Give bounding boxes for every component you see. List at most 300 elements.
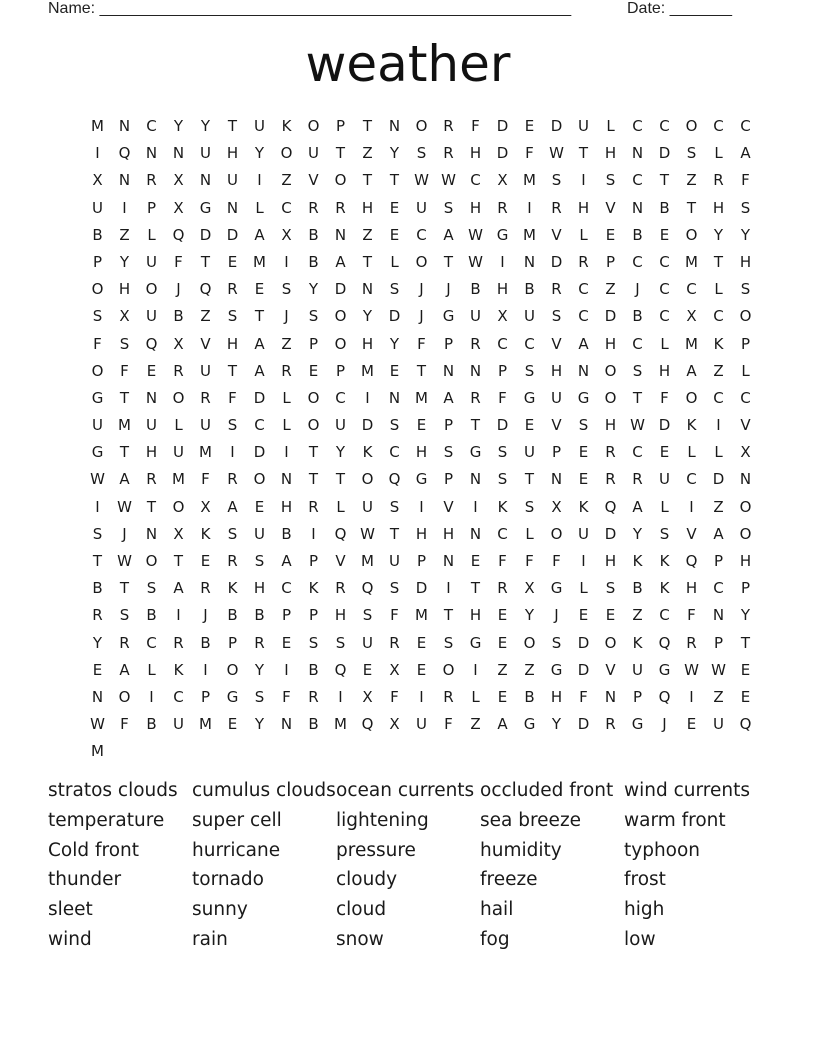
grid-letter: Y bbox=[389, 334, 400, 353]
grid-letter: Z bbox=[524, 660, 535, 679]
grid-letter: X bbox=[686, 307, 697, 326]
word-list-item: sunny bbox=[192, 899, 248, 921]
grid-letter: D bbox=[496, 416, 509, 435]
grid-letter: Y bbox=[362, 307, 373, 326]
grid-letter: S bbox=[443, 633, 454, 652]
grid-letter: F bbox=[525, 144, 534, 163]
grid-letter: U bbox=[551, 388, 562, 407]
grid-letter: S bbox=[443, 198, 454, 217]
grid-letter: A bbox=[254, 334, 265, 353]
grid-letter: K bbox=[713, 334, 724, 353]
grid-letter: H bbox=[361, 198, 374, 217]
grid-letter: Q bbox=[199, 280, 212, 299]
grid-letter: N bbox=[199, 171, 212, 190]
grid-letter: V bbox=[200, 334, 211, 353]
grid-letter: K bbox=[632, 633, 643, 652]
grid-letter: W bbox=[360, 524, 375, 543]
grid-letter: P bbox=[443, 416, 454, 435]
grid-letter: T bbox=[740, 633, 751, 652]
grid-letter: Y bbox=[632, 524, 643, 543]
grid-letter: I bbox=[419, 497, 424, 516]
grid-letter: T bbox=[173, 552, 184, 570]
grid-letter: H bbox=[253, 579, 266, 598]
grid-letter: X bbox=[173, 171, 184, 190]
grid-letter: R bbox=[497, 579, 508, 598]
grid-letter: M bbox=[415, 606, 428, 625]
grid-letter: S bbox=[416, 144, 427, 163]
grid-letter: G bbox=[496, 225, 509, 244]
grid-letter: C bbox=[497, 524, 508, 543]
grid-letter: R bbox=[308, 198, 319, 217]
grid-letter: N bbox=[226, 198, 239, 217]
grid-letter: O bbox=[685, 388, 698, 407]
grid-letter: C bbox=[470, 171, 481, 190]
grid-letter: P bbox=[443, 470, 454, 489]
grid-letter: N bbox=[361, 280, 374, 299]
grid-letter: T bbox=[659, 171, 670, 190]
grid-letter: C bbox=[659, 117, 670, 135]
grid-letter: Y bbox=[254, 660, 265, 679]
grid-letter: S bbox=[740, 280, 751, 299]
grid-letter: U bbox=[659, 470, 670, 489]
grid-letter: I bbox=[500, 252, 505, 271]
grid-letter: Y bbox=[92, 633, 103, 652]
grid-letter: F bbox=[174, 252, 183, 271]
grid-letter: T bbox=[443, 252, 454, 271]
grid-letter: L bbox=[660, 497, 669, 516]
grid-letter: Z bbox=[605, 280, 616, 299]
grid-letter: G bbox=[199, 198, 212, 217]
grid-letter: H bbox=[226, 144, 239, 163]
grid-letter: E bbox=[362, 660, 373, 679]
grid-letter: V bbox=[740, 416, 751, 435]
grid-letter: C bbox=[632, 443, 643, 462]
grid-letter: O bbox=[442, 660, 455, 679]
grid-letter: G bbox=[442, 307, 455, 326]
word-list-item: pressure bbox=[336, 839, 416, 861]
grid-letter: L bbox=[282, 416, 291, 435]
grid-letter: R bbox=[686, 633, 697, 652]
grid-letter: T bbox=[389, 524, 400, 543]
grid-letter: T bbox=[335, 470, 346, 489]
grid-letter: N bbox=[91, 687, 104, 706]
grid-letter: A bbox=[713, 524, 724, 543]
grid-letter: U bbox=[578, 524, 589, 543]
grid-letter: P bbox=[308, 606, 319, 625]
grid-letter: D bbox=[334, 280, 347, 299]
grid-letter: C bbox=[578, 307, 589, 326]
grid-letter: N bbox=[604, 687, 617, 706]
grid-letter: W bbox=[549, 144, 564, 163]
grid-letter: R bbox=[389, 633, 400, 652]
word-list-item: temperature bbox=[48, 809, 165, 831]
grid-letter: D bbox=[604, 524, 617, 543]
grid-letter: E bbox=[227, 715, 238, 734]
grid-letter: V bbox=[551, 416, 562, 435]
grid-letter: S bbox=[362, 606, 373, 625]
grid-letter: F bbox=[552, 552, 561, 570]
grid-letter: R bbox=[632, 470, 643, 489]
grid-letter: R bbox=[713, 171, 724, 190]
grid-letter: N bbox=[739, 470, 752, 489]
grid-letter: E bbox=[254, 280, 265, 299]
grid-letter: J bbox=[662, 715, 667, 734]
grid-letter: T bbox=[713, 252, 724, 271]
grid-letter: Q bbox=[604, 497, 617, 516]
grid-letter: N bbox=[145, 144, 158, 163]
grid-letter: E bbox=[524, 117, 535, 135]
grid-letter: T bbox=[362, 252, 373, 271]
grid-letter: I bbox=[176, 606, 181, 625]
grid-letter: U bbox=[335, 416, 346, 435]
grid-letter: M bbox=[334, 715, 347, 734]
grid-letter: C bbox=[146, 117, 157, 135]
grid-letter: H bbox=[415, 524, 428, 543]
grid-letter: K bbox=[686, 416, 697, 435]
grid-letter: O bbox=[739, 307, 752, 326]
word-list-item: hail bbox=[480, 899, 514, 921]
grid-letter: M bbox=[523, 225, 536, 244]
grid-letter: R bbox=[497, 198, 508, 217]
grid-letter: B bbox=[92, 579, 103, 598]
grid-letter: E bbox=[227, 252, 238, 271]
grid-letter: I bbox=[230, 443, 235, 462]
grid-letter: E bbox=[578, 606, 589, 625]
word-list-item: fog bbox=[480, 928, 510, 950]
grid-letter: V bbox=[605, 660, 616, 679]
grid-letter: S bbox=[92, 524, 103, 543]
grid-letter: A bbox=[227, 497, 238, 516]
grid-letter: D bbox=[226, 225, 239, 244]
grid-letter: H bbox=[550, 687, 563, 706]
grid-letter: F bbox=[471, 117, 480, 135]
grid-letter: S bbox=[389, 280, 400, 299]
grid-letter: Y bbox=[740, 606, 751, 625]
grid-letter: E bbox=[578, 443, 589, 462]
grid-letter: W bbox=[468, 252, 483, 271]
grid-letter: C bbox=[281, 579, 292, 598]
grid-letter: G bbox=[523, 388, 536, 407]
grid-letter: E bbox=[740, 687, 751, 706]
grid-letter: H bbox=[604, 334, 617, 353]
grid-letter: E bbox=[497, 687, 508, 706]
grid-letter: R bbox=[470, 334, 481, 353]
grid-letter: R bbox=[119, 633, 130, 652]
grid-letter: G bbox=[469, 443, 482, 462]
grid-letter: Z bbox=[362, 225, 373, 244]
grid-letter: S bbox=[227, 416, 238, 435]
grid-letter: S bbox=[551, 633, 562, 652]
grid-letter: V bbox=[686, 524, 697, 543]
grid-letter: S bbox=[335, 633, 346, 652]
grid-letter: U bbox=[146, 307, 157, 326]
grid-letter: S bbox=[227, 307, 238, 326]
grid-letter: B bbox=[146, 606, 157, 625]
grid-letter: K bbox=[578, 497, 589, 516]
grid-letter: D bbox=[550, 117, 563, 135]
word-list-item: Cold front bbox=[48, 839, 140, 861]
grid-letter: Q bbox=[334, 660, 347, 679]
grid-letter: V bbox=[335, 552, 346, 570]
word-list-item: cumulus clouds bbox=[192, 780, 336, 801]
grid-letter: Q bbox=[118, 144, 131, 163]
grid-letter: N bbox=[280, 715, 293, 734]
grid-letter: K bbox=[281, 117, 292, 135]
grid-letter: Z bbox=[686, 171, 697, 190]
grid-letter: X bbox=[281, 225, 292, 244]
grid-letter: M bbox=[172, 470, 185, 489]
grid-letter: P bbox=[146, 198, 157, 217]
grid-letter: O bbox=[334, 307, 347, 326]
grid-letter: B bbox=[308, 225, 319, 244]
grid-letter: F bbox=[201, 470, 210, 489]
grid-letter: J bbox=[122, 524, 127, 543]
grid-letter: T bbox=[227, 117, 238, 135]
grid-letter: F bbox=[660, 388, 669, 407]
grid-letter: T bbox=[119, 388, 130, 407]
grid-letter: I bbox=[284, 252, 289, 271]
grid-letter: H bbox=[145, 443, 158, 462]
grid-letter: B bbox=[524, 687, 535, 706]
grid-letter: J bbox=[203, 606, 208, 625]
grid-letter: I bbox=[581, 171, 586, 190]
grid-letter: O bbox=[307, 388, 320, 407]
grid-letter: N bbox=[469, 524, 482, 543]
grid-letter: X bbox=[389, 715, 400, 734]
grid-letter: Z bbox=[713, 361, 724, 380]
grid-letter: D bbox=[388, 307, 401, 326]
grid-letter: L bbox=[147, 660, 156, 679]
grid-letter: Y bbox=[254, 715, 265, 734]
grid-letter: G bbox=[91, 388, 104, 407]
grid-letter: U bbox=[632, 660, 643, 679]
grid-letter: O bbox=[307, 117, 320, 135]
grid-letter: E bbox=[308, 361, 319, 380]
grid-letter: N bbox=[712, 606, 725, 625]
grid-letter: A bbox=[254, 361, 265, 380]
grid-letter: K bbox=[173, 660, 184, 679]
grid-letter: B bbox=[632, 225, 643, 244]
grid-letter: O bbox=[91, 361, 104, 380]
grid-letter: L bbox=[255, 198, 264, 217]
grid-letter: A bbox=[281, 552, 292, 570]
grid-letter: S bbox=[605, 171, 616, 190]
grid-letter: R bbox=[173, 361, 184, 380]
grid-letter: H bbox=[604, 552, 617, 570]
grid-letter: U bbox=[524, 307, 535, 326]
grid-letter: B bbox=[254, 606, 265, 625]
grid-letter: Y bbox=[308, 280, 319, 299]
grid-letter: W bbox=[711, 660, 726, 679]
grid-letter: A bbox=[119, 660, 130, 679]
grid-letter: I bbox=[446, 579, 451, 598]
grid-letter: I bbox=[689, 497, 694, 516]
grid-letter: Y bbox=[551, 715, 562, 734]
grid-letter: U bbox=[416, 198, 427, 217]
grid-letter: U bbox=[92, 198, 103, 217]
grid-letter: O bbox=[604, 388, 617, 407]
grid-letter: Z bbox=[281, 334, 292, 353]
grid-letter: E bbox=[389, 361, 400, 380]
grid-letter: M bbox=[199, 443, 212, 462]
grid-letter: N bbox=[577, 361, 590, 380]
grid-letter: T bbox=[227, 361, 238, 380]
grid-letter: E bbox=[470, 552, 481, 570]
word-list-item: tornado bbox=[192, 869, 264, 891]
grid-letter: T bbox=[92, 552, 103, 570]
grid-letter: U bbox=[578, 117, 589, 135]
grid-letter: H bbox=[577, 198, 590, 217]
grid-letter: T bbox=[335, 144, 346, 163]
grid-letter: C bbox=[659, 252, 670, 271]
word-list-item: snow bbox=[336, 928, 384, 950]
grid-letter: C bbox=[335, 388, 346, 407]
grid-letter: H bbox=[739, 252, 752, 271]
grid-letter: T bbox=[524, 470, 535, 489]
grid-letter: M bbox=[415, 388, 428, 407]
grid-letter: I bbox=[473, 660, 478, 679]
grid-letter: X bbox=[92, 171, 103, 190]
grid-letter: Q bbox=[361, 715, 374, 734]
grid-letter: Y bbox=[524, 606, 535, 625]
name-label: Name: bbox=[48, 0, 96, 17]
grid-letter: A bbox=[632, 497, 643, 516]
grid-letter: R bbox=[551, 280, 562, 299]
grid-letter: E bbox=[524, 416, 535, 435]
grid-letter: Q bbox=[685, 552, 698, 570]
grid-letter: L bbox=[174, 416, 183, 435]
grid-letter: P bbox=[281, 606, 292, 625]
grid-letter: W bbox=[414, 171, 429, 190]
word-list-item: lightening bbox=[336, 809, 429, 831]
grid-letter: S bbox=[389, 579, 400, 598]
grid-letter: I bbox=[122, 198, 127, 217]
grid-letter: B bbox=[227, 606, 238, 625]
grid-letter: U bbox=[200, 361, 211, 380]
grid-letter: C bbox=[713, 117, 724, 135]
grid-letter: T bbox=[362, 171, 373, 190]
grid-letter: T bbox=[470, 416, 481, 435]
grid-letter: D bbox=[550, 252, 563, 271]
grid-letter: Q bbox=[739, 715, 752, 734]
grid-letter: P bbox=[497, 361, 508, 380]
grid-letter: X bbox=[362, 687, 373, 706]
grid-letter: D bbox=[712, 470, 725, 489]
grid-letter: J bbox=[284, 307, 289, 326]
grid-letter: Z bbox=[281, 171, 292, 190]
word-list-item: rain bbox=[192, 928, 228, 950]
grid-letter: S bbox=[389, 416, 400, 435]
grid-letter: V bbox=[551, 334, 562, 353]
grid-letter: D bbox=[496, 144, 509, 163]
grid-letter: G bbox=[469, 633, 482, 652]
grid-letter: G bbox=[550, 579, 563, 598]
grid-letter: C bbox=[713, 307, 724, 326]
grid-letter: F bbox=[525, 552, 534, 570]
grid-letter: Q bbox=[361, 579, 374, 598]
grid-letter: T bbox=[578, 144, 589, 163]
grid-letter: N bbox=[442, 361, 455, 380]
grid-letter: J bbox=[419, 280, 424, 299]
grid-letter: E bbox=[416, 633, 427, 652]
grid-letter: A bbox=[335, 252, 346, 271]
grid-letter: N bbox=[145, 524, 158, 543]
grid-letter: U bbox=[146, 416, 157, 435]
grid-letter: S bbox=[227, 524, 238, 543]
grid-letter: H bbox=[469, 198, 482, 217]
grid-letter: E bbox=[659, 225, 670, 244]
grid-letter: E bbox=[146, 361, 157, 380]
word-list-item: warm front bbox=[624, 809, 726, 831]
grid-letter: K bbox=[362, 443, 373, 462]
grid-letter: R bbox=[146, 470, 157, 489]
grid-letter: K bbox=[200, 524, 211, 543]
grid-letter: R bbox=[200, 579, 211, 598]
grid-letter: A bbox=[443, 225, 454, 244]
grid-letter: R bbox=[470, 388, 481, 407]
grid-letter: X bbox=[524, 579, 535, 598]
grid-letter: Y bbox=[713, 225, 724, 244]
grid-letter: O bbox=[685, 117, 698, 135]
grid-letter: R bbox=[308, 497, 319, 516]
grid-letter: Z bbox=[713, 497, 724, 516]
grid-letter: E bbox=[497, 633, 508, 652]
grid-letter: C bbox=[389, 443, 400, 462]
grid-letter: U bbox=[200, 416, 211, 435]
grid-letter: H bbox=[118, 280, 131, 299]
grid-letter: S bbox=[497, 443, 508, 462]
grid-letter: O bbox=[253, 470, 266, 489]
grid-letter: K bbox=[659, 579, 670, 598]
grid-letter: R bbox=[605, 443, 616, 462]
grid-letter: L bbox=[147, 225, 156, 244]
grid-letter: R bbox=[335, 579, 346, 598]
grid-letter: R bbox=[281, 361, 292, 380]
grid-letter: B bbox=[632, 307, 643, 326]
grid-letter: R bbox=[605, 715, 616, 734]
grid-letter: P bbox=[443, 334, 454, 353]
word-list-item: stratos clouds bbox=[48, 780, 178, 801]
grid-letter: M bbox=[523, 171, 536, 190]
grid-letter: F bbox=[120, 361, 129, 380]
grid-letter: U bbox=[416, 715, 427, 734]
grid-letter: B bbox=[659, 198, 670, 217]
grid-letter: P bbox=[335, 361, 346, 380]
grid-letter: Q bbox=[658, 687, 671, 706]
grid-letter: N bbox=[442, 552, 455, 570]
grid-letter: N bbox=[388, 388, 401, 407]
grid-letter: P bbox=[227, 633, 238, 652]
grid-letter: U bbox=[524, 443, 535, 462]
grid-letter: O bbox=[334, 334, 347, 353]
grid-letter: S bbox=[551, 171, 562, 190]
grid-letter: Y bbox=[740, 225, 751, 244]
grid-letter: X bbox=[173, 334, 184, 353]
grid-letter: B bbox=[308, 660, 319, 679]
grid-letter: H bbox=[415, 443, 428, 462]
grid-letter: F bbox=[498, 552, 507, 570]
grid-letter: C bbox=[659, 606, 670, 625]
grid-letter: O bbox=[604, 361, 617, 380]
grid-letter: Z bbox=[119, 225, 130, 244]
grid-letter: N bbox=[118, 117, 131, 135]
grid-letter: O bbox=[145, 280, 158, 299]
grid-letter: T bbox=[632, 388, 643, 407]
grid-letter: F bbox=[228, 388, 237, 407]
grid-letter: R bbox=[605, 470, 616, 489]
grid-letter: O bbox=[226, 660, 239, 679]
grid-letter: O bbox=[334, 171, 347, 190]
